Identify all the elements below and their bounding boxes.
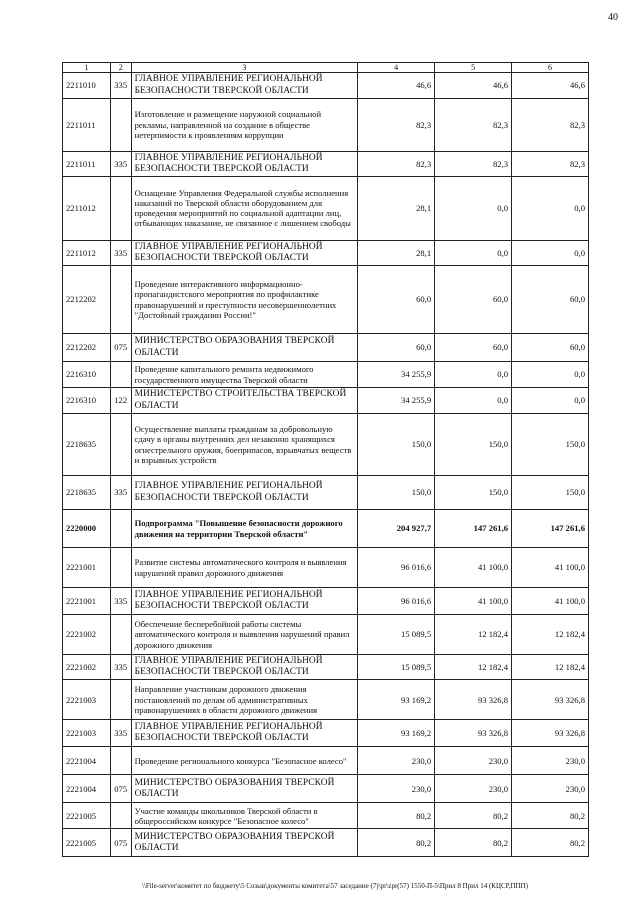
header-col-5: 5	[435, 63, 512, 73]
admin-code-cell: 335	[110, 151, 131, 176]
admin-code-cell	[110, 98, 131, 151]
table-row	[63, 98, 589, 151]
value-col-5-cell: 0,0	[435, 388, 512, 414]
admin-code-cell	[110, 176, 131, 240]
table-row	[63, 414, 589, 476]
value-col-4-cell: 80,2	[358, 829, 435, 857]
name-cell: ГЛАВНОЕ УПРАВЛЕНИЕ РЕГИОНАЛЬНОЙ БЕЗОПАСНОСТИ ТВЕРСКОЙ ОБЛАСТИ	[131, 655, 358, 680]
admin-code-cell	[110, 266, 131, 334]
value-col-6-cell: 150,0	[512, 476, 589, 510]
value-col-5-cell: 41 100,0	[435, 548, 512, 588]
value-col-5-cell: 93 326,8	[435, 720, 512, 747]
name-cell: ГЛАВНОЕ УПРАВЛЕНИЕ РЕГИОНАЛЬНОЙ БЕЗОПАСНОСТИ ТВЕРСКОЙ ОБЛАСТИ	[131, 476, 358, 510]
value-col-6-cell: 12 182,4	[512, 615, 589, 655]
code-cell: 2218635	[63, 414, 111, 476]
value-col-5-cell: 230,0	[435, 747, 512, 775]
value-col-6-cell: 147 261,6	[512, 510, 589, 548]
name-cell: Обеспечение бесперебойной работы системы автоматического контроля и выявления нарушений правил дорожного движения	[131, 615, 358, 655]
admin-code-cell: 075	[110, 829, 131, 857]
table-body	[63, 73, 589, 857]
header-col-6: 6	[512, 63, 589, 73]
name-cell: Направление участникам дорожного движения постановлений по делам об административных правонарушениях в области дорожного движения	[131, 680, 358, 720]
value-col-4-cell: 96 016,6	[358, 548, 435, 588]
admin-code-cell: 335	[110, 720, 131, 747]
table-row	[63, 680, 589, 720]
code-cell: 2211011	[63, 98, 111, 151]
table-row	[63, 548, 589, 588]
name-cell: Оснащение Управления Федеральной службы исполнения наказаний по Тверской области оборудованием для проведения мероприятий по социальной адаптации лиц, отбывающих наказание, не связанное с лишением свободы	[131, 176, 358, 240]
code-cell: 2221005	[63, 829, 111, 857]
admin-code-cell: 335	[110, 240, 131, 265]
value-col-4-cell: 46,6	[358, 73, 435, 98]
value-col-6-cell: 60,0	[512, 266, 589, 334]
admin-code-cell	[110, 615, 131, 655]
value-col-5-cell: 41 100,0	[435, 588, 512, 615]
value-col-4-cell: 93 169,2	[358, 720, 435, 747]
name-cell: Подпрограмма "Повышение безопасности дорожного движения на территории Тверской области"	[131, 510, 358, 548]
value-col-4-cell: 96 016,6	[358, 588, 435, 615]
code-cell: 2221005	[63, 803, 111, 829]
admin-code-cell	[110, 747, 131, 775]
admin-code-cell	[110, 680, 131, 720]
value-col-6-cell: 41 100,0	[512, 548, 589, 588]
value-col-5-cell: 80,2	[435, 803, 512, 829]
name-cell: Осуществление выплаты гражданам за добровольную сдачу в органы внутренних дел незаконно хранящихся огнестрельного оружия, боеприпасов, взрывчатых веществ и взрывных устройств	[131, 414, 358, 476]
admin-code-cell: 075	[110, 334, 131, 362]
code-cell: 2221002	[63, 655, 111, 680]
value-col-4-cell: 15 089,5	[358, 615, 435, 655]
admin-code-cell: 335	[110, 588, 131, 615]
table-row	[63, 775, 589, 803]
code-cell: 2211010	[63, 73, 111, 98]
value-col-5-cell: 147 261,6	[435, 510, 512, 548]
table-row	[63, 510, 589, 548]
table-header-row	[63, 63, 589, 73]
value-col-6-cell: 150,0	[512, 414, 589, 476]
code-cell: 2211012	[63, 176, 111, 240]
value-col-6-cell: 41 100,0	[512, 588, 589, 615]
value-col-4-cell: 60,0	[358, 334, 435, 362]
value-col-6-cell: 12 182,4	[512, 655, 589, 680]
value-col-5-cell: 150,0	[435, 414, 512, 476]
table-row	[63, 747, 589, 775]
value-col-6-cell: 0,0	[512, 240, 589, 265]
name-cell: ГЛАВНОЕ УПРАВЛЕНИЕ РЕГИОНАЛЬНОЙ БЕЗОПАСНОСТИ ТВЕРСКОЙ ОБЛАСТИ	[131, 151, 358, 176]
admin-code-cell	[110, 548, 131, 588]
value-col-5-cell: 150,0	[435, 476, 512, 510]
table-row	[63, 73, 589, 98]
admin-code-cell	[110, 414, 131, 476]
value-col-4-cell: 230,0	[358, 747, 435, 775]
code-cell: 2221004	[63, 747, 111, 775]
table-row	[63, 615, 589, 655]
value-col-5-cell: 60,0	[435, 266, 512, 334]
code-cell: 2211012	[63, 240, 111, 265]
value-col-6-cell: 60,0	[512, 334, 589, 362]
code-cell: 2221001	[63, 588, 111, 615]
value-col-4-cell: 230,0	[358, 775, 435, 803]
value-col-4-cell: 28,1	[358, 240, 435, 265]
table-row	[63, 240, 589, 265]
value-col-6-cell: 0,0	[512, 388, 589, 414]
code-cell: 2211011	[63, 151, 111, 176]
value-col-6-cell: 93 326,8	[512, 720, 589, 747]
value-col-6-cell: 46,6	[512, 73, 589, 98]
budget-table	[62, 62, 589, 857]
table-row	[63, 588, 589, 615]
value-col-6-cell: 93 326,8	[512, 680, 589, 720]
name-cell: ГЛАВНОЕ УПРАВЛЕНИЕ РЕГИОНАЛЬНОЙ БЕЗОПАСНОСТИ ТВЕРСКОЙ ОБЛАСТИ	[131, 240, 358, 265]
table-row	[63, 334, 589, 362]
name-cell: Проведение капитального ремонта недвижимого государственного имущества Тверской области	[131, 362, 358, 388]
admin-code-cell: 335	[110, 476, 131, 510]
admin-code-cell: 335	[110, 655, 131, 680]
value-col-4-cell: 80,2	[358, 803, 435, 829]
admin-code-cell: 075	[110, 775, 131, 803]
code-cell: 2212202	[63, 334, 111, 362]
table-row	[63, 266, 589, 334]
table-row	[63, 829, 589, 857]
name-cell: Проведение интерактивного информационно-пропагандистского мероприятия по профилактике правонарушений и преступности несовершеннолетних "Достойный гражданин России!"	[131, 266, 358, 334]
page-number: 40	[608, 12, 618, 23]
value-col-4-cell: 82,3	[358, 151, 435, 176]
value-col-6-cell: 80,2	[512, 829, 589, 857]
code-cell: 2221003	[63, 680, 111, 720]
value-col-5-cell: 12 182,4	[435, 655, 512, 680]
header-col-3: 3	[131, 63, 358, 73]
header-col-4: 4	[358, 63, 435, 73]
value-col-5-cell: 80,2	[435, 829, 512, 857]
name-cell: МИНИСТЕРСТВО СТРОИТЕЛЬСТВА ТВЕРСКОЙ ОБЛАСТИ	[131, 388, 358, 414]
code-cell: 2212202	[63, 266, 111, 334]
value-col-5-cell: 0,0	[435, 362, 512, 388]
table-row	[63, 176, 589, 240]
value-col-4-cell: 150,0	[358, 414, 435, 476]
name-cell: Изготовление и размещение наружной социальной рекламы, направленной на создание в обществе нетерпимости к проявлениям коррупции	[131, 98, 358, 151]
name-cell: Проведение регионального конкурса "Безопасное колесо"	[131, 747, 358, 775]
code-cell: 2220000	[63, 510, 111, 548]
value-col-6-cell: 0,0	[512, 362, 589, 388]
name-cell: МИНИСТЕРСТВО ОБРАЗОВАНИЯ ТВЕРСКОЙ ОБЛАСТИ	[131, 829, 358, 857]
value-col-4-cell: 34 255,9	[358, 388, 435, 414]
table-row	[63, 655, 589, 680]
value-col-6-cell: 82,3	[512, 98, 589, 151]
admin-code-cell	[110, 362, 131, 388]
table-row	[63, 803, 589, 829]
value-col-4-cell: 28,1	[358, 176, 435, 240]
header-col-1: 1	[63, 63, 111, 73]
value-col-5-cell: 0,0	[435, 240, 512, 265]
value-col-5-cell: 82,3	[435, 98, 512, 151]
table-row	[63, 388, 589, 414]
header-col-2: 2	[110, 63, 131, 73]
code-cell: 2216310	[63, 388, 111, 414]
code-cell: 2216310	[63, 362, 111, 388]
value-col-4-cell: 204 927,7	[358, 510, 435, 548]
value-col-6-cell: 230,0	[512, 747, 589, 775]
value-col-4-cell: 15 089,5	[358, 655, 435, 680]
table-row	[63, 362, 589, 388]
value-col-4-cell: 60,0	[358, 266, 435, 334]
name-cell: Развитие системы автоматического контроля и выявления нарушений правил дорожного движения	[131, 548, 358, 588]
value-col-6-cell: 230,0	[512, 775, 589, 803]
value-col-4-cell: 82,3	[358, 98, 435, 151]
code-cell: 2221001	[63, 548, 111, 588]
value-col-6-cell: 80,2	[512, 803, 589, 829]
value-col-6-cell: 82,3	[512, 151, 589, 176]
table-row	[63, 476, 589, 510]
name-cell: Участие команды школьников Тверской области в общероссийском конкурсе "Безопасное колесо"	[131, 803, 358, 829]
name-cell: ГЛАВНОЕ УПРАВЛЕНИЕ РЕГИОНАЛЬНОЙ БЕЗОПАСНОСТИ ТВЕРСКОЙ ОБЛАСТИ	[131, 720, 358, 747]
admin-code-cell: 122	[110, 388, 131, 414]
table-row	[63, 151, 589, 176]
name-cell: МИНИСТЕРСТВО ОБРАЗОВАНИЯ ТВЕРСКОЙ ОБЛАСТИ	[131, 334, 358, 362]
name-cell: МИНИСТЕРСТВО ОБРАЗОВАНИЯ ТВЕРСКОЙ ОБЛАСТИ	[131, 775, 358, 803]
code-cell: 2221002	[63, 615, 111, 655]
table-row	[63, 720, 589, 747]
name-cell: ГЛАВНОЕ УПРАВЛЕНИЕ РЕГИОНАЛЬНОЙ БЕЗОПАСНОСТИ ТВЕРСКОЙ ОБЛАСТИ	[131, 588, 358, 615]
value-col-6-cell: 0,0	[512, 176, 589, 240]
value-col-5-cell: 12 182,4	[435, 615, 512, 655]
code-cell: 2218635	[63, 476, 111, 510]
value-col-4-cell: 34 255,9	[358, 362, 435, 388]
value-col-5-cell: 0,0	[435, 176, 512, 240]
code-cell: 2221004	[63, 775, 111, 803]
code-cell: 2221003	[63, 720, 111, 747]
name-cell: ГЛАВНОЕ УПРАВЛЕНИЕ РЕГИОНАЛЬНОЙ БЕЗОПАСНОСТИ ТВЕРСКОЙ ОБЛАСТИ	[131, 73, 358, 98]
value-col-5-cell: 46,6	[435, 73, 512, 98]
value-col-5-cell: 93 326,8	[435, 680, 512, 720]
admin-code-cell	[110, 803, 131, 829]
value-col-5-cell: 230,0	[435, 775, 512, 803]
admin-code-cell	[110, 510, 131, 548]
admin-code-cell: 335	[110, 73, 131, 98]
value-col-5-cell: 82,3	[435, 151, 512, 176]
value-col-4-cell: 93 169,2	[358, 680, 435, 720]
value-col-5-cell: 60,0	[435, 334, 512, 362]
value-col-4-cell: 150,0	[358, 476, 435, 510]
file-path-footer: \\File-server\комитет по бюджету\5 Созыв\документы комитета\57 заседание (7)\pr\zpr(57) 1550-П-5\Прил 8 Прил 14 (КЦСР,ППП)	[142, 882, 528, 890]
